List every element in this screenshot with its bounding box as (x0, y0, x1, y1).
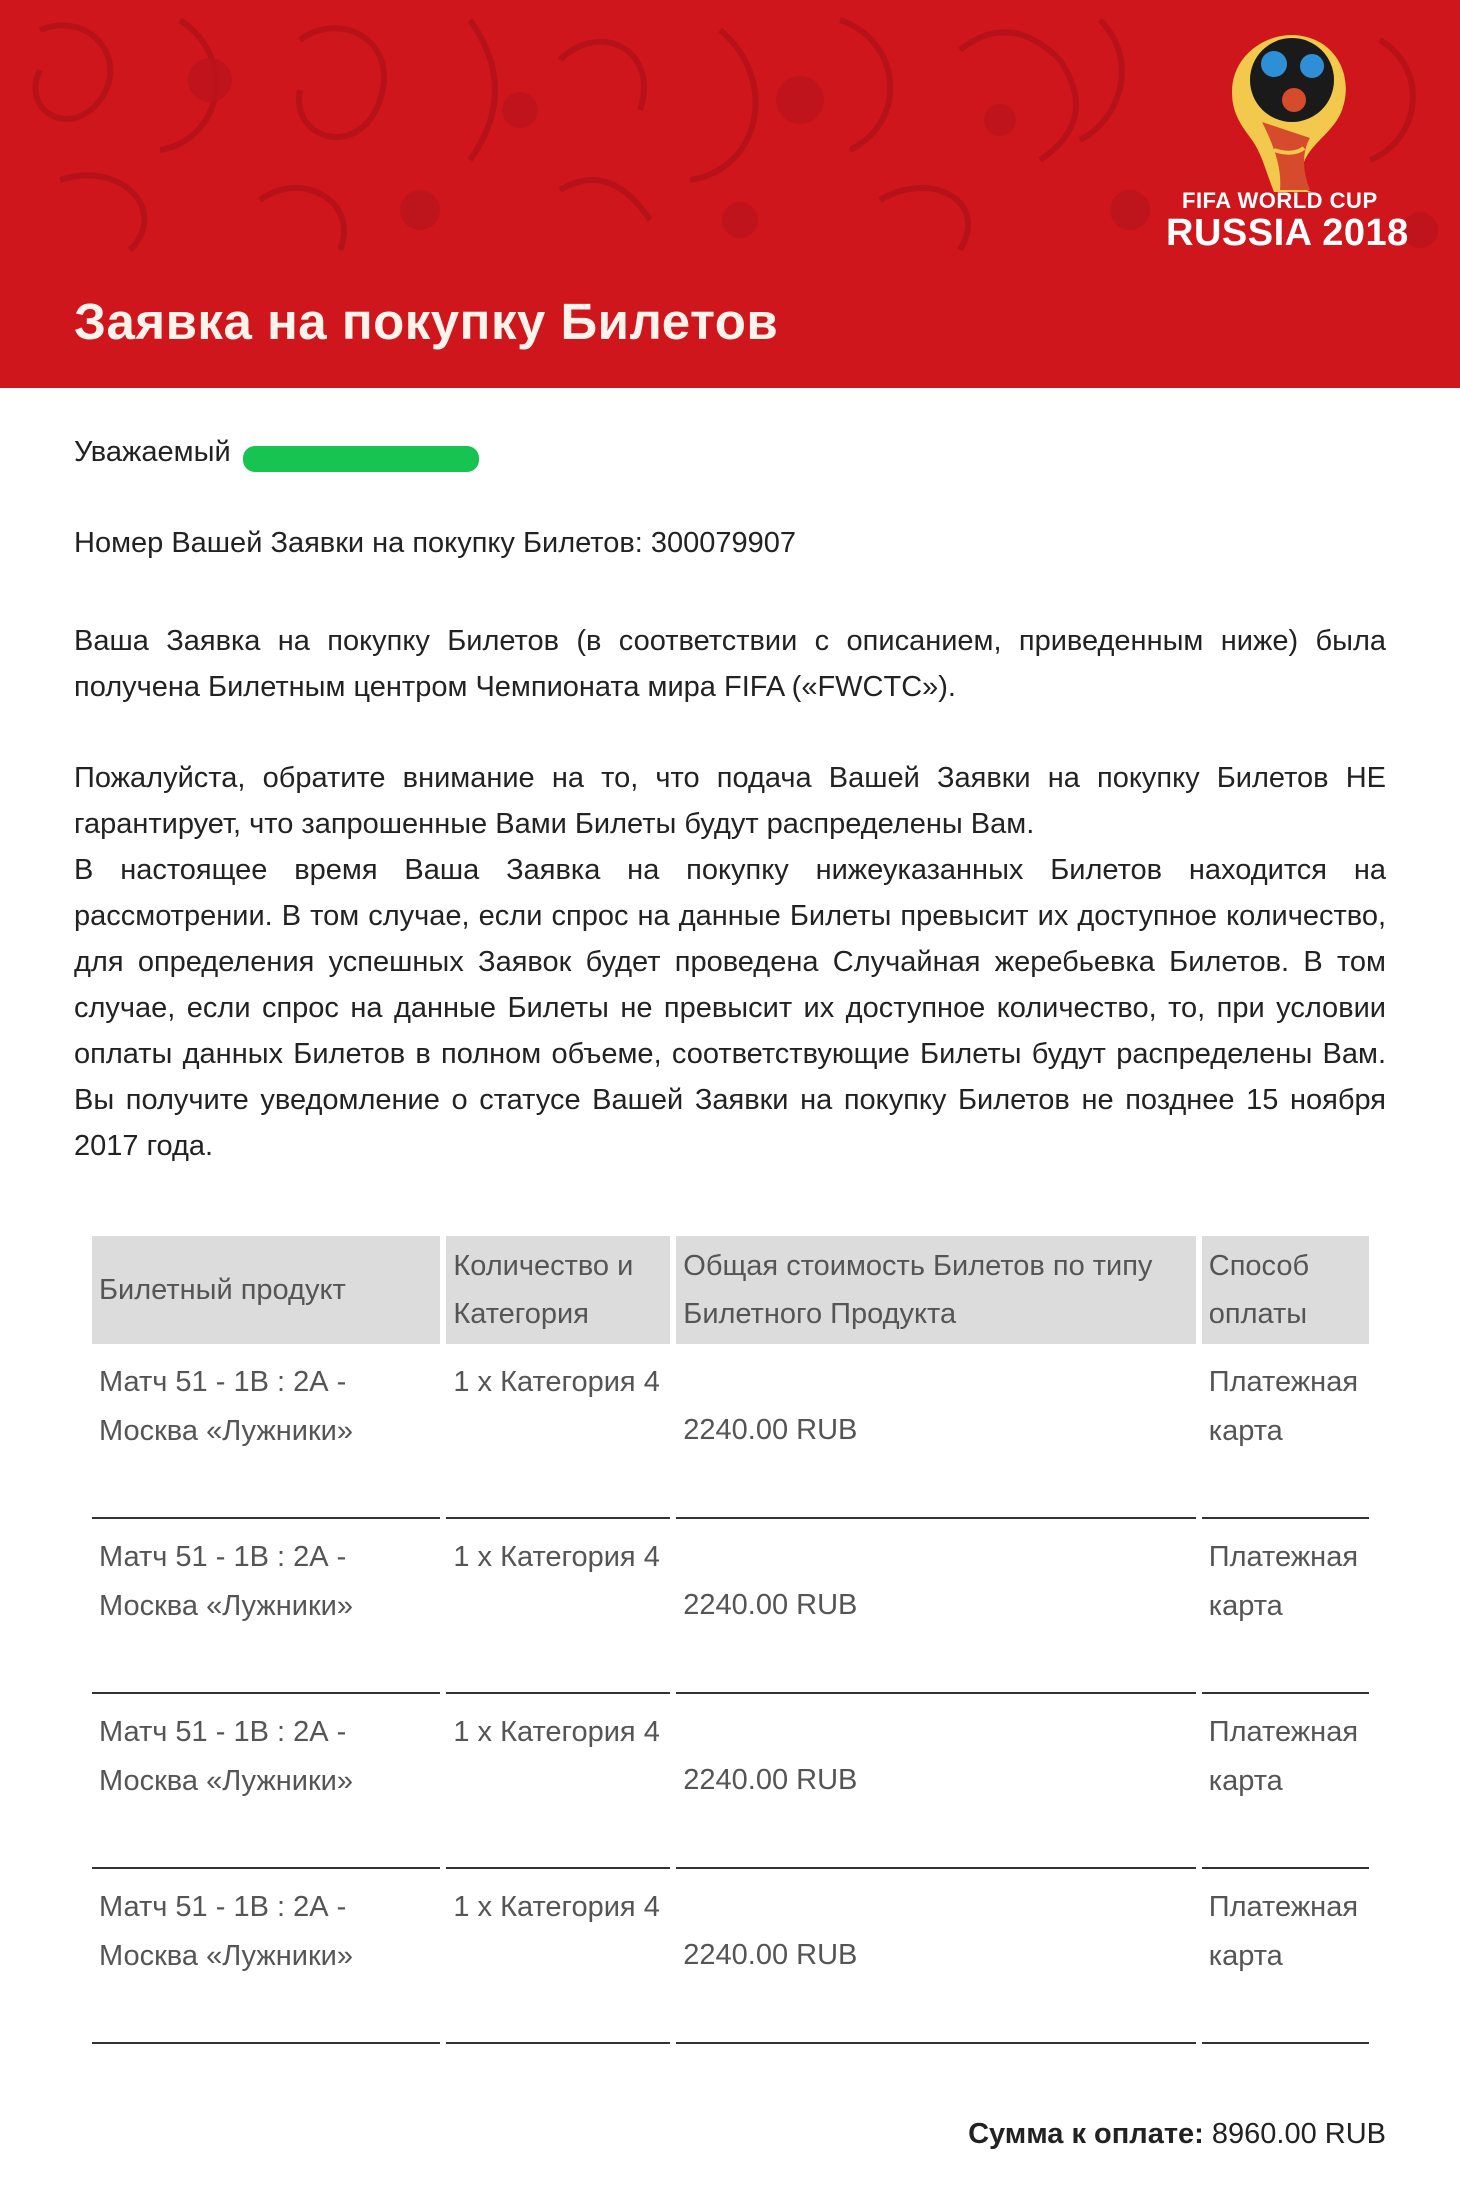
header-quantity: Количество и Категория (446, 1236, 670, 1344)
cell-price: 2240.00 RUB (676, 1694, 1195, 1869)
cell-quantity: 1 x Категория 4 (446, 1519, 670, 1694)
header-product: Билетный продукт (92, 1236, 440, 1344)
table-header (92, 1236, 1369, 1344)
cell-quantity: 1 x Категория 4 (446, 1869, 670, 2044)
cell-price: 2240.00 RUB (676, 1869, 1195, 2044)
paragraph-received: Ваша Заявка на покупку Билетов (в соответствии с описанием, приведенным ниже) была получена Билетным центром Чемпионата мира FIFA («FWCTC»). (74, 625, 1386, 703)
total-label: Сумма к оплате: (968, 2118, 1204, 2150)
total-value: 8960.00 RUB (1203, 2118, 1386, 2150)
header-banner (0, 0, 1460, 388)
logo-text-russia: RUSSIA 2018 (1166, 212, 1409, 254)
cell-product: Матч 51 - 1В : 2А - Москва «Лужники» (92, 1694, 440, 1869)
cell-quantity: 1 x Категория 4 (446, 1344, 670, 1519)
tickets-table (92, 1236, 1369, 2044)
paragraph-status: В настоящее время Ваша Заявка на покупку нижеуказанных Билетов находится на рассмотрении. В том случае, если спрос на данные Билеты превысит их доступное количество, для определения успешных Заявок будет проведена Случайная жеребьевка Билетов. В том случае, если спрос на данные Билеты не превысит их доступное количество, то, при условии оплаты данных Билетов в полном объеме, соответствующие Билеты будут распределены Вам. Вы получите уведомление о статусе Вашей Заявки на покупку Билетов не позднее 15 ноября 2017 года. (74, 854, 1386, 1162)
cell-quantity: 1 x Категория 4 (446, 1694, 670, 1869)
cell-payment: Платежная карта (1202, 1344, 1369, 1519)
request-number: Номер Вашей Заявки на покупку Билетов: 300079907 (74, 527, 797, 559)
cell-price: 2240.00 RUB (676, 1344, 1195, 1519)
table-row (92, 1519, 1369, 1694)
cell-product: Матч 51 - 1В : 2А - Москва «Лужники» (92, 1344, 440, 1519)
table-row (92, 1694, 1369, 1869)
logo-text-fifa: FIFA WORLD CUP (1182, 188, 1378, 213)
redacted-name (243, 446, 479, 472)
cell-payment: Платежная карта (1202, 1694, 1369, 1869)
total-amount (968, 2118, 1386, 2151)
header-payment: Способ оплаты (1202, 1236, 1369, 1344)
page-title: Заявка на покупку Билетов (74, 293, 779, 350)
paragraph-notice: Пожалуйста, обратите внимание на то, что подача Вашей Заявки на покупку Билетов НЕ гарантирует, что запрошенные Вами Билеты будут распределены Вам. (74, 762, 1386, 840)
cell-product: Матч 51 - 1В : 2А - Москва «Лужники» (92, 1869, 440, 2044)
cell-payment: Платежная карта (1202, 1869, 1369, 2044)
header-total-price: Общая стоимость Билетов по типу Билетного Продукта (676, 1236, 1195, 1344)
table-row (92, 1344, 1369, 1519)
cell-product: Матч 51 - 1В : 2А - Москва «Лужники» (92, 1519, 440, 1694)
table-row (92, 1869, 1369, 2044)
greeting: Уважаемый (74, 436, 231, 468)
cell-payment: Платежная карта (1202, 1519, 1369, 1694)
cell-price: 2240.00 RUB (676, 1519, 1195, 1694)
